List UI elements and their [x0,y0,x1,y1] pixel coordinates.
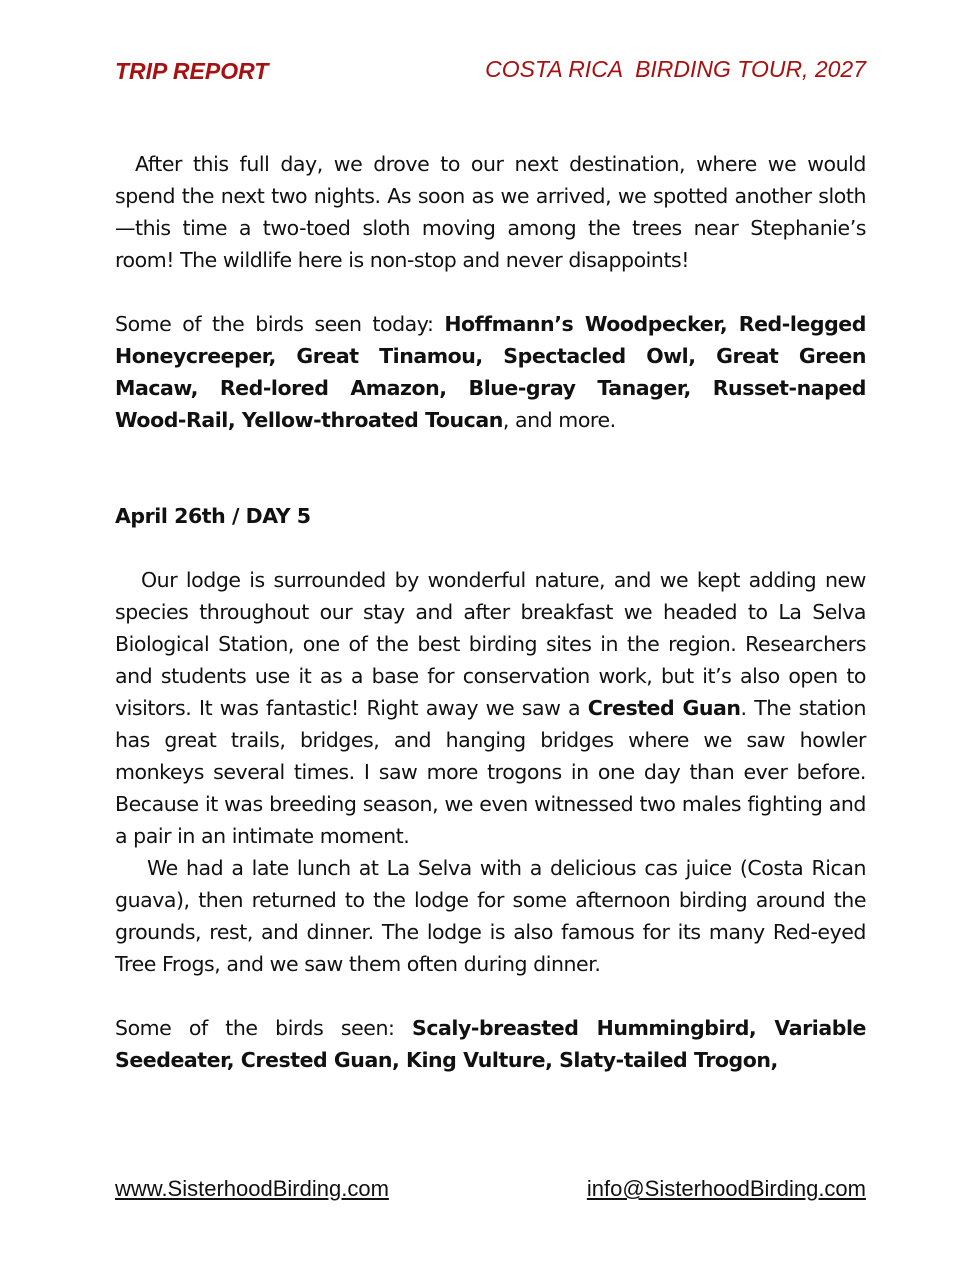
paragraph-la-selva-part1: Our lodge is surrounded by wonderful nature, and we kept adding new species throughout our stay and after breakfast we headed to La Selva Biological Station, one of the best birding sites in the region. Researchers and students use it as a base for conservation work, but it’s also open to visitors. It was fantastic! Right away we saw a [115,568,866,720]
header-tour-title: COSTA RICA BIRDING TOUR, 2027 [485,56,866,82]
website-link[interactable]: www.SisterhoodBirding.com [115,1176,389,1201]
paragraph-la-selva [115,564,866,852]
birds-seen-today-list: Hoffmann’s Woodpecker, Red-legged Honeycreeper, Great Tinamou, Spectacled Owl, Great Green Macaw, Red-lored Amazon, Blue-gray Tanager, Russet-naped Wood-Rail, Yellow-throated Toucan [115,312,866,432]
paragraph-arrival: After this full day, we drove to our next destination, where we would spend the next two nights. As soon as we arrived, we spotted another sloth—this time a two-toed sloth moving among the trees near Stephanie’s room! The wildlife here is non-stop and never disappoints! [115,152,866,272]
birds-seen-day5 [115,1012,866,1076]
header-trip-report: TRIP REPORT [115,58,269,84]
crested-guan-highlight: Crested Guan [587,696,741,720]
day-heading: April 26th / DAY 5 [115,504,311,528]
birds-seen-today-outro: , and more. [502,408,616,432]
birds-seen-today-intro: Some of the birds seen today: [115,312,445,336]
paragraph-lunch: We had a late lunch at La Selva with a delicious cas juice (Costa Rican guava), then returned to the lodge for some afternoon birding around the grounds, rest, and dinner. The lodge is also famous for its many Red-eyed Tree Frogs, and we saw them often during dinner. [115,856,866,976]
paragraph-la-selva-part2: . The station has great trails, bridges, and hanging bridges where we saw howler monkeys several times. I saw more trogons in one day than ever before. Because it was breeding season, we even witnessed two males fighting and a pair in an intimate moment. [115,696,866,848]
email-link[interactable]: info@SisterhoodBirding.com [586,1176,866,1201]
birds-seen-today [115,308,866,436]
birds-seen-day5-list: Scaly-breasted Hummingbird, Variable Seedeater, Crested Guan, King Vulture, Slaty-tailed Trogon, [115,1016,866,1072]
report-body [115,148,866,1076]
birds-seen-day5-intro: Some of the birds seen: [115,1016,412,1040]
